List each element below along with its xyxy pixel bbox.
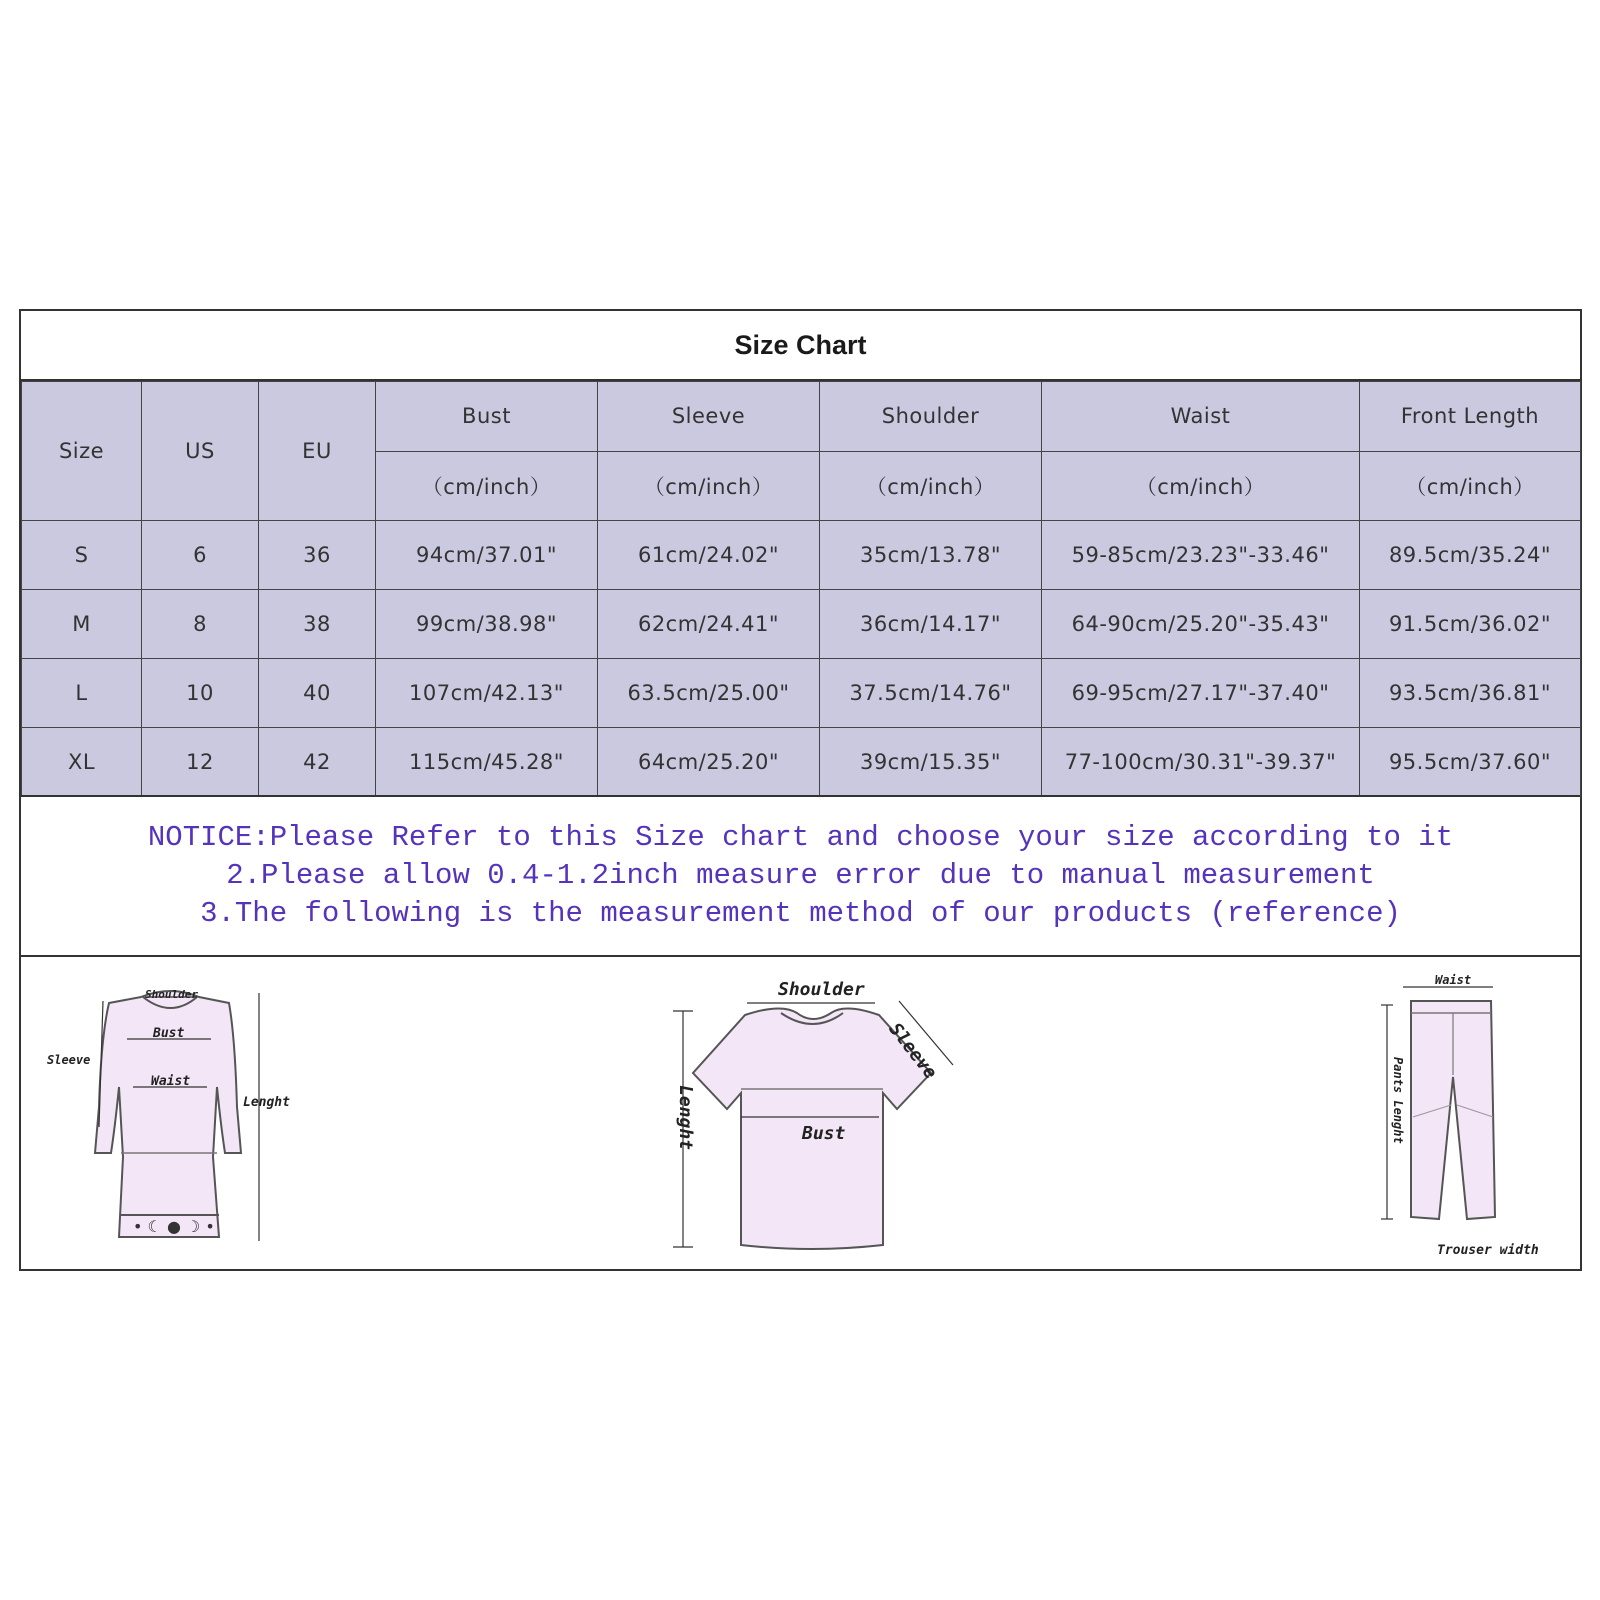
- measurement-diagrams: [21, 957, 1580, 1269]
- cell-waist: 64-90cm/25.20"-35.43": [1042, 590, 1360, 659]
- notice-box: [21, 795, 1580, 957]
- cell-shoulder: 35cm/13.78": [820, 521, 1042, 590]
- notice-line-1: NOTICE:Please Refer to this Size chart and choose your size according to it: [147, 821, 1454, 854]
- header-bust: Bust: [376, 382, 598, 452]
- cell-eu: 40: [259, 659, 376, 728]
- cell-waist: 77-100cm/30.31"-39.37": [1042, 728, 1360, 797]
- pants-length-label: Pants Lenght: [1391, 1057, 1405, 1144]
- unit-shoulder: （cm/inch）: [820, 451, 1042, 521]
- cell-size: L: [22, 659, 142, 728]
- cell-us: 12: [142, 728, 259, 797]
- header-eu: EU: [259, 382, 376, 521]
- cell-shoulder: 36cm/14.17": [820, 590, 1042, 659]
- cell-front-length: 91.5cm/36.02": [1360, 590, 1581, 659]
- cell-front-length: 93.5cm/36.81": [1360, 659, 1581, 728]
- cell-size: XL: [22, 728, 142, 797]
- tshirt-length-label: Lenght: [675, 1085, 696, 1151]
- header-sleeve: Sleeve: [598, 382, 820, 452]
- tshirt-sleeve-label: Sleeve: [884, 1019, 942, 1084]
- table-row: [22, 728, 1581, 797]
- cell-shoulder: 37.5cm/14.76": [820, 659, 1042, 728]
- chart-title: Size Chart: [21, 311, 1580, 381]
- header-us: US: [142, 382, 259, 521]
- header-waist: Waist: [1042, 382, 1360, 452]
- header-row: [22, 382, 1581, 452]
- pants-trouser-width-label: Trouser width: [1437, 1243, 1539, 1258]
- header-shoulder: Shoulder: [820, 382, 1042, 452]
- header-front-length: Front Length: [1360, 382, 1581, 452]
- table-row: [22, 659, 1581, 728]
- cell-sleeve: 63.5cm/25.00": [598, 659, 820, 728]
- cell-eu: 38: [259, 590, 376, 659]
- cell-front-length: 95.5cm/37.60": [1360, 728, 1581, 797]
- header-size: Size: [22, 382, 142, 521]
- cell-us: 6: [142, 521, 259, 590]
- cell-sleeve: 64cm/25.20": [598, 728, 820, 797]
- notice-line-2: 2.Please allow 0.4-1.2inch measure error due to manual measurement: [226, 859, 1375, 892]
- cell-us: 8: [142, 590, 259, 659]
- size-chart: [19, 309, 1582, 1271]
- dress-waist-label: Waist: [151, 1074, 191, 1089]
- dress-illustration: [21, 957, 341, 1269]
- cell-bust: 99cm/38.98": [376, 590, 598, 659]
- unit-bust: （cm/inch）: [376, 451, 598, 521]
- notice-line-3: 3.The following is the measurement method of our products (reference): [200, 897, 1401, 930]
- dress-bust-label: Bust: [153, 1026, 185, 1041]
- cell-shoulder: 39cm/15.35": [820, 728, 1042, 797]
- cell-sleeve: 62cm/24.41": [598, 590, 820, 659]
- size-table: [21, 381, 1581, 797]
- cell-eu: 36: [259, 521, 376, 590]
- tshirt-shoulder-label: Shoulder: [778, 979, 865, 1000]
- cell-waist: 69-95cm/27.17"-37.40": [1042, 659, 1360, 728]
- cell-front-length: 89.5cm/35.24": [1360, 521, 1581, 590]
- cell-bust: 115cm/45.28": [376, 728, 598, 797]
- cell-bust: 94cm/37.01": [376, 521, 598, 590]
- dress-length-label: Lenght: [243, 1095, 290, 1110]
- cell-sleeve: 61cm/24.02": [598, 521, 820, 590]
- cell-size: S: [22, 521, 142, 590]
- dress-shoulder-label: Shoulder: [145, 988, 198, 1001]
- cell-us: 10: [142, 659, 259, 728]
- unit-waist: （cm/inch）: [1042, 451, 1360, 521]
- unit-front-length: （cm/inch）: [1360, 451, 1581, 521]
- cell-waist: 59-85cm/23.23"-33.46": [1042, 521, 1360, 590]
- tshirt-bust-label: Bust: [802, 1123, 846, 1144]
- dress-sleeve-label: Sleeve: [47, 1053, 91, 1067]
- pants-waist-label: Waist: [1435, 973, 1472, 987]
- cell-eu: 42: [259, 728, 376, 797]
- svg-text:• ☾ ● ☽ •: • ☾ ● ☽ •: [133, 1217, 215, 1236]
- table-row: [22, 521, 1581, 590]
- table-row: [22, 590, 1581, 659]
- unit-sleeve: （cm/inch）: [598, 451, 820, 521]
- cell-size: M: [22, 590, 142, 659]
- cell-bust: 107cm/42.13": [376, 659, 598, 728]
